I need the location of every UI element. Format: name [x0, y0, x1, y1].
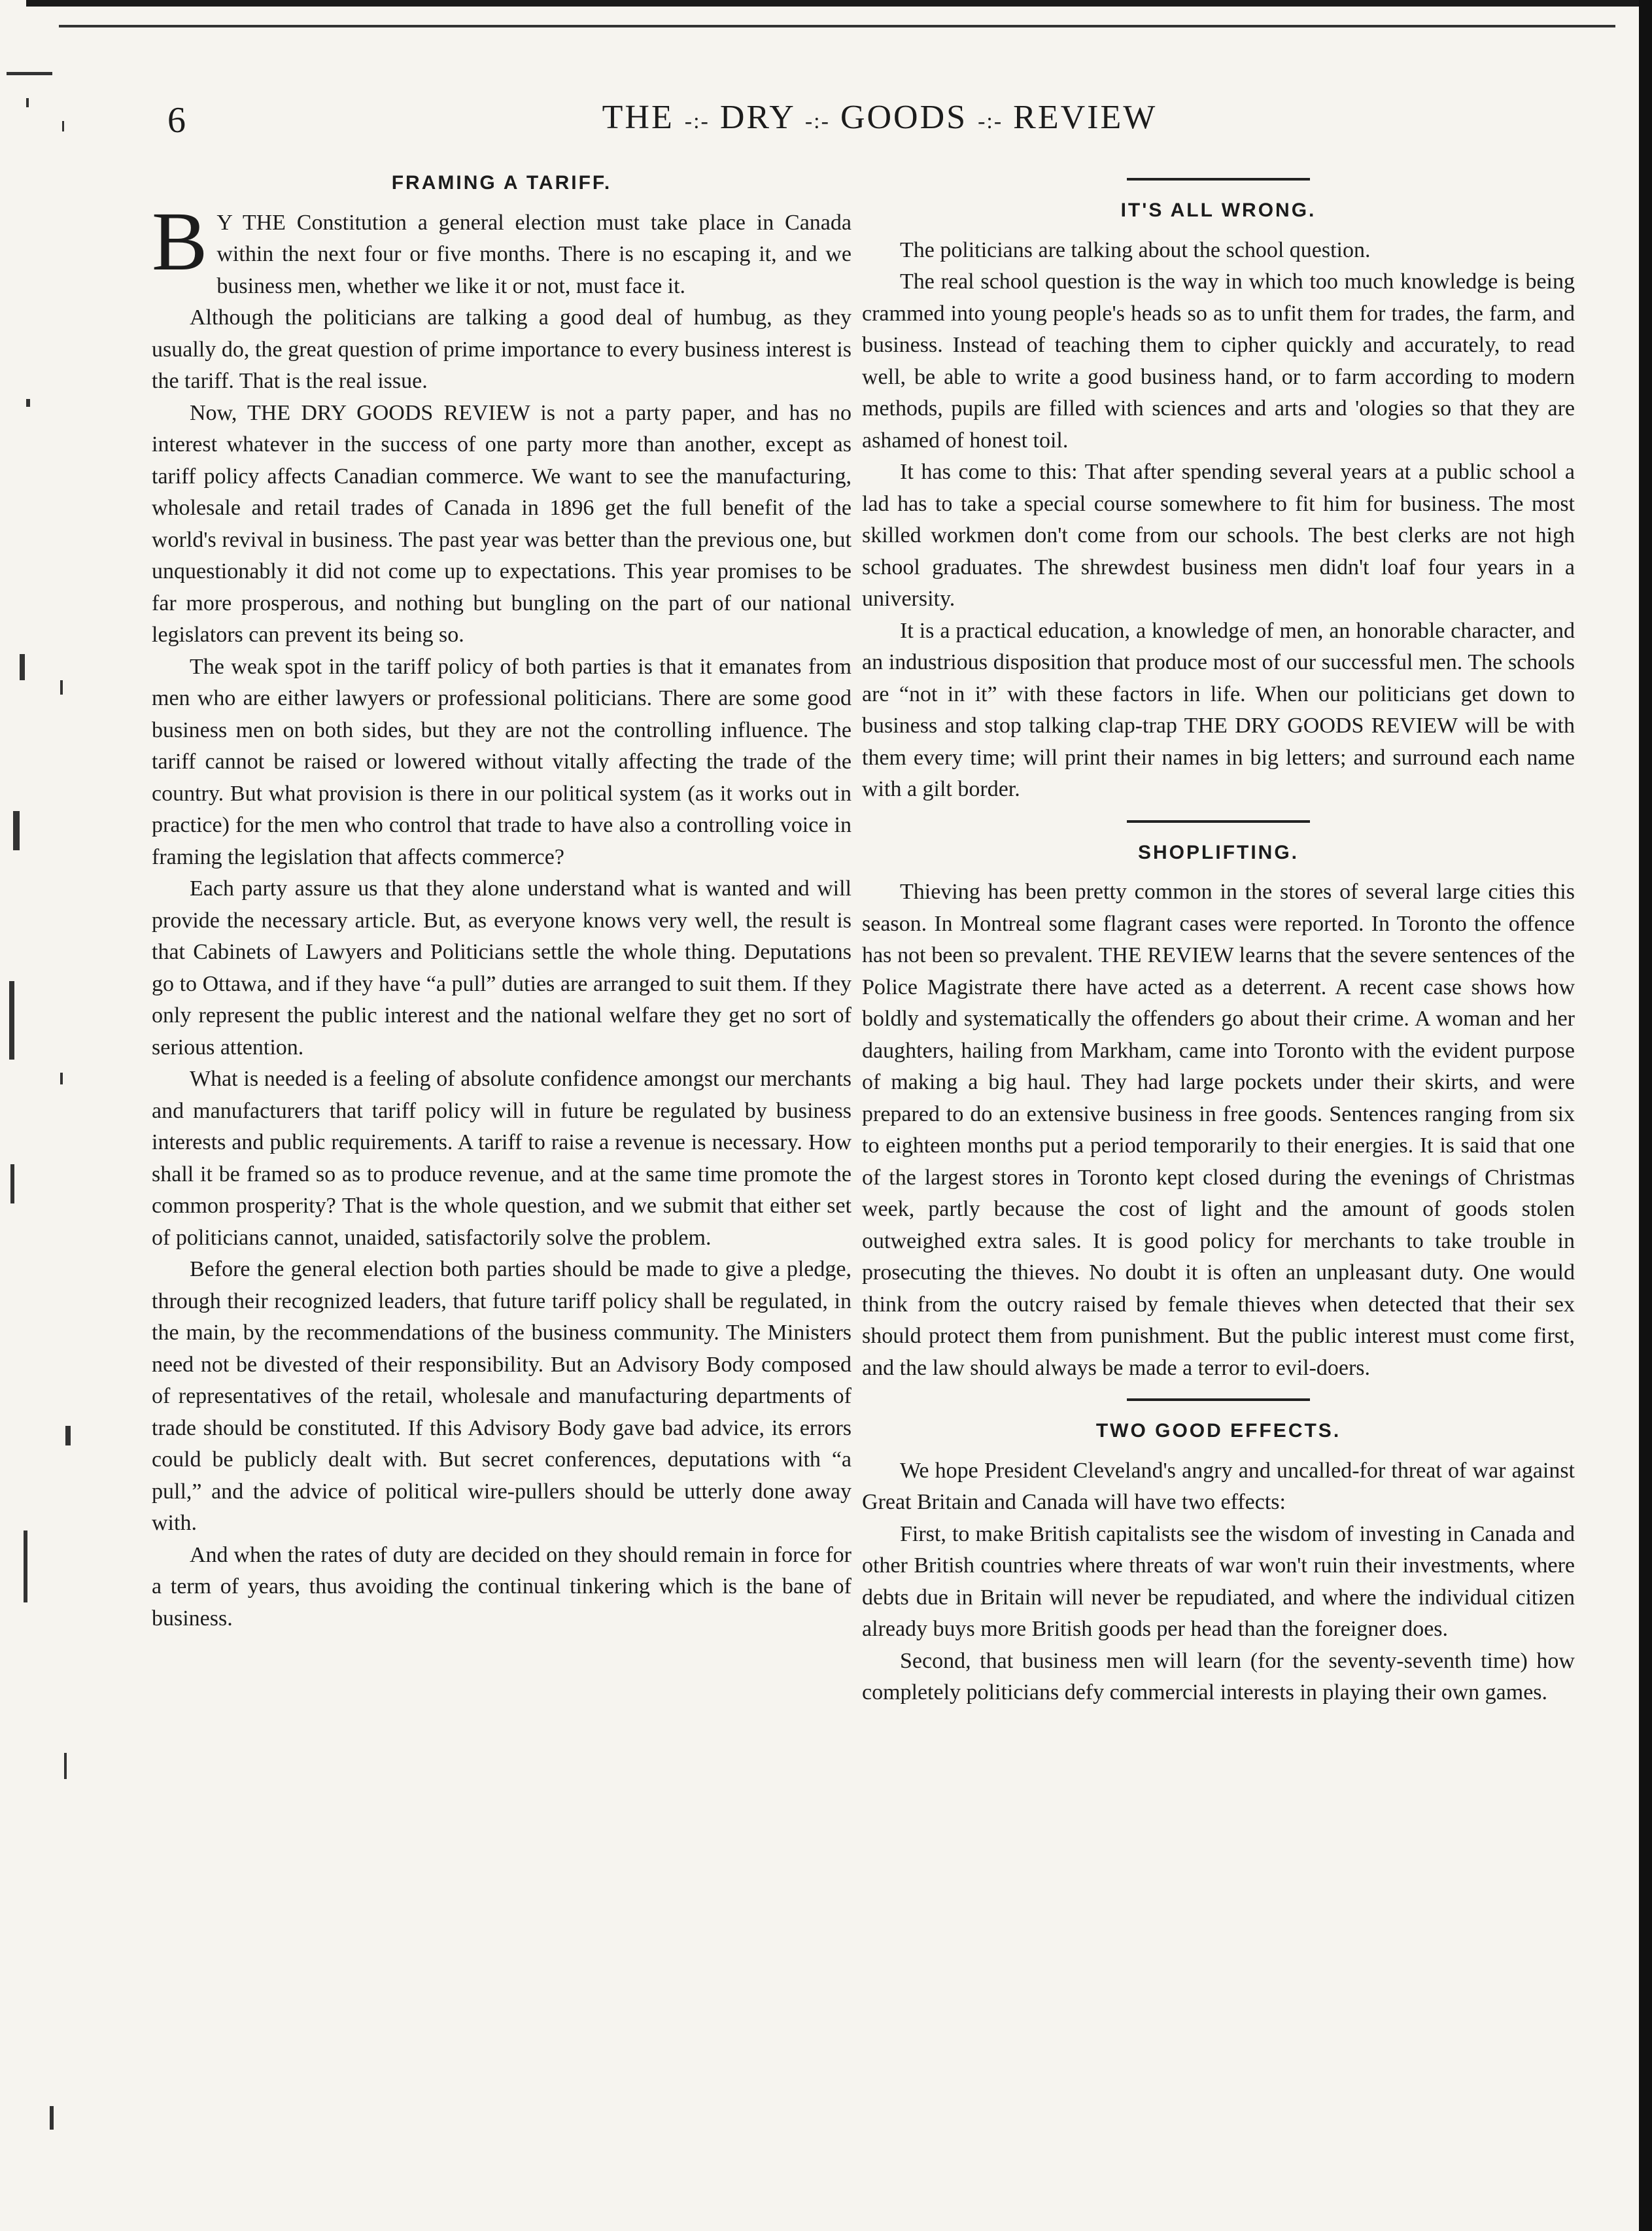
masthead-word-2: DRY	[719, 99, 795, 136]
article-paragraph: It is a practical education, a knowledge of men, an honorable character, and an industrious disposition that produce most of our successful men. The schools are “not in it” with these factors in life. When our politicians get down to business and stop talking clap-trap THE DRY GOODS REVIEW will be with them every time; will print their names in big letters; and surround each name with a gilt border.	[862, 618, 1575, 801]
article-paragraph: B Y THE Constitution a general election must take place in Canada within the next four or five months. There is no escaping it, and we business men, whether we like it or not, must face it.	[152, 194, 852, 298]
masthead-separator: -:-	[684, 109, 710, 133]
scan-margin-marks	[0, 52, 72, 2211]
article-title-its-all-wrong: IT'S ALL WRONG.	[1120, 199, 1316, 221]
article-paragraph: Although the politicians are talking a good deal of humbug, as they usually do, the great question of prime importance to every business interest is the tariff. That is the real issue.	[152, 305, 852, 393]
article-paragraph: The politicians are talking about the school question.	[900, 237, 1371, 262]
article-paragraph: We hope President Cleveland's angry and uncalled-for threat of war against Great Britain and Canada will have two effects:	[862, 1458, 1575, 1514]
article-paragraph: Second, that business men will learn (for the seventy-seventh time) how completely politicians defy commercial interests in playing their own games.	[862, 1648, 1575, 1704]
article-paragraph: Before the general election both parties should be made to give a pledge, through their recognized leaders, that future tariff policy shall be regulated, in the main, by the recommendations of the business community. The Ministers need not be divested of their responsibility. But an Advisory Body composed of representatives of the retail, wholesale and manufacturing departments of trade should be constituted. If this Advisory Body gave bad advice, its errors could be publicly dealt with. But secret conferences, deputations with “a pull,” and the advice of political wire-pullers should be utterly done away with.	[152, 1257, 852, 1535]
left-column	[152, 164, 852, 1634]
masthead-title	[576, 98, 1184, 137]
article-paragraph: What is needed is a feeling of absolute confidence amongst our merchants and manufacturers that tariff policy will in future be regulated by business interests and public requirements. A tariff to raise a revenue is necessary. How shall it be framed so as to produce revenue, and at the same time promote the common prosperity? That is the whole question, and we submit that either set of politicians cannot, unaided, satisfactorily solve the problem.	[152, 1067, 852, 1250]
section-divider	[1127, 820, 1310, 823]
drop-cap: B	[152, 194, 208, 288]
article-paragraph: Now, THE DRY GOODS REVIEW is not a party paper, and has no interest whatever in the success of one party more than another, except as tariff policy affects Canadian commerce. We want to see the manufacturing, wholesale and retail trades of Canada in 1896 get the full benefit of the world's revival in business. The past year was better than the previous one, but unquestionably it did not come up to expectations. This year promises to be far more prosperous, and nothing but bungling on the part of our national legislators can prevent its being so.	[152, 400, 852, 647]
article-paragraph: First, to make British capitalists see the wisdom of investing in Canada and other British countries where threats of war won't ruin their investments, where debts due in Britain will never be repudiated, and where the individual citizen already buys more British goods per head than the foreigner does.	[862, 1521, 1575, 1641]
article-paragraph: The real school question is the way in which too much knowledge is being crammed into young people's heads so as to unfit them for trades, the farm, and business. Instead of teaching them to cipher quickly and accurately, to read well, be able to write a good business hand, or to farm according to modern methods, pupils are filled with sciences and arts and 'ologies so that they are ashamed of honest toil.	[862, 269, 1575, 453]
header-rule	[59, 25, 1615, 27]
top-border-rule	[26, 0, 1652, 7]
section-divider	[1127, 178, 1310, 181]
article-title-shoplifting: SHOPLIFTING.	[1138, 841, 1299, 863]
article-paragraph: It has come to this: That after spending several years at a public school a lad has to take a special course somewhere to fit him for business. The most skilled workmen don't come from our schools. The best clerks are not high school graduates. The shrewdest business men didn't loaf four years in a university.	[862, 460, 1575, 611]
article-paragraph: Each party assure us that they alone understand what is wanted and will provide the necessary article. But, as everyone knows very well, the result is that Cabinets of Lawyers and Politicians settle the whole thing. Deputations go to Ottawa, and if they have “a pull” duties are arranged to suit them. If they only represent the public interest and the national welfare they get no sort of serious attention.	[152, 876, 852, 1060]
masthead-word-4: REVIEW	[1013, 99, 1158, 136]
article-paragraph: Thieving has been pretty common in the stores of several large cities this season. In Montreal some flagrant cases were reported. In Toronto the offence has not been so prevalent. THE REVIEW learns that the severe sentences of the Police Magistrate there have acted as a deterrent. A recent case shows how boldly and systematically the offenders go about their crime. A woman and her daughters, hailing from Markham, came into Toronto with the evident purpose of making a big haul. They had large pockets under their skirts, and were prepared to do an extensive business in free goods. Sentences ranging from six to eighteen months put a period temporarily to their energies. It is said that one of the largest stores in Toronto kept closed during the evenings of Christmas week, partly because the cost of light and the amount of goods stolen outweighed extra sales. It is good policy for merchants to take trouble in prosecuting the thieves. No doubt it is often an unpleasant duty. One would think from the outcry raised by female thieves when detected that their sex should protect them from punishment. But the public interest must come first, and the law should always be made a terror to evil-doers.	[862, 880, 1575, 1380]
masthead-word-3: GOODS	[840, 99, 968, 136]
section-divider	[1127, 1398, 1310, 1401]
article-paragraph: And when the rates of duty are decided on they should remain in force for a term of years, thus avoiding the continual tinkering which is the bane of business.	[152, 1542, 852, 1631]
article-paragraph: The weak spot in the tariff policy of both parties is that it emanates from men who are either lawyers or professional politicians. There are some good business men on both sides, but they are not the controlling influence. The tariff cannot be raised or lowered without vitally affecting the trade of the country. But what provision is there in our political system (as it works out in practice) for the men who control that trade to have also a controlling voice in framing the legislation that affects commerce?	[152, 654, 852, 869]
masthead-separator: -:-	[978, 109, 1003, 133]
article-title-framing-a-tariff: FRAMING A TARIFF.	[391, 172, 612, 194]
masthead-word-1: THE	[602, 99, 674, 136]
scan-edge	[1639, 0, 1652, 2231]
page-number: 6	[167, 100, 186, 141]
right-column	[862, 164, 1575, 1709]
article-title-two-good-effects: TWO GOOD EFFECTS.	[1095, 1420, 1341, 1442]
masthead-separator: -:-	[804, 109, 830, 133]
